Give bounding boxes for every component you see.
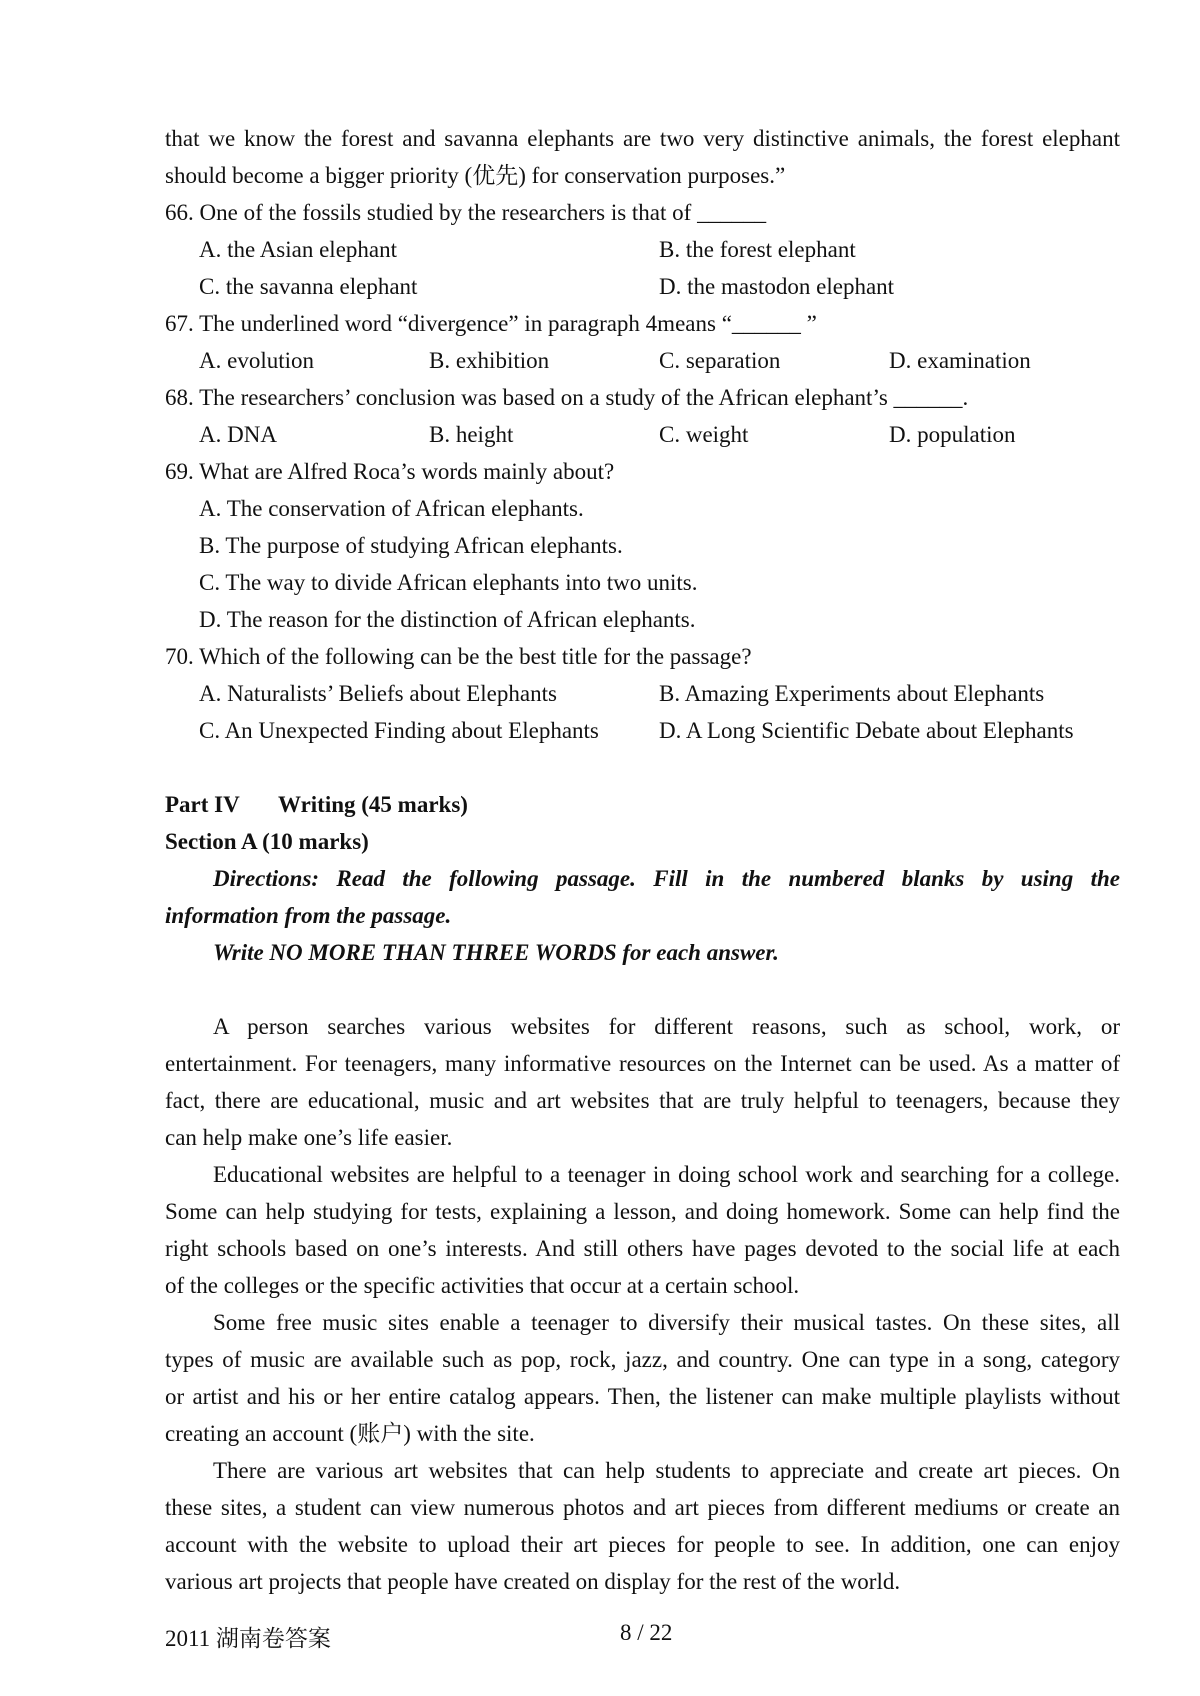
passage-paragraph [165,1008,1120,1156]
option-a: A. evolution [199,348,314,373]
option-a: A. DNA [199,422,277,447]
passage-line: creating an account (账户) with the site. [165,1421,535,1446]
passage-line: right schools based on one’s interests. And still others have pages devoted to the social life at each [165,1236,1120,1261]
option-a: A. the Asian elephant [199,237,398,262]
part-title: Writing (45 marks) [278,792,468,817]
intro-line: should become a bigger priority (优先) for conservation purposes.” [165,163,786,188]
passage-line: There are various art websites that can help students to appreciate and create art pieces. On [213,1458,1120,1483]
spacer [165,971,1120,1008]
passage-line: types of music are available such as pop, rock, jazz, and country. One can type in a song, category [165,1347,1120,1372]
option-c: C. The way to divide African elephants into two units. [199,570,698,595]
passage-line: A person searches various websites for different reasons, such as school, work, or [213,1014,1120,1039]
passage-paragraph [165,1156,1120,1304]
footer-title: 2011 湖南卷答案 [165,1626,331,1651]
passage-line: or artist and his or her entire catalog appears. Then, the listener can make multiple playlists without [165,1384,1120,1409]
question-66-options [165,268,1120,305]
option-d: D. examination [889,348,1031,373]
question-68-stem: 68. The researchers’ conclusion was based on a study of the African elephant’s ______. [165,385,969,410]
option-b: B. the forest elephant [659,237,856,262]
option-b: B. The purpose of studying African elephants. [199,533,623,558]
option-b: B. height [429,422,514,447]
passage-line: various art projects that people have created on display for the rest of the world. [165,1569,901,1594]
option-a: A. The conservation of African elephants. [199,496,584,521]
passage-line: Educational websites are helpful to a teenager in doing school work and searching for a college. [213,1162,1120,1187]
option-b: B. Amazing Experiments about Elephants [659,681,1045,706]
option-d: D. The reason for the distinction of African elephants. [199,607,696,632]
spacer [165,749,1120,786]
option-d: D. the mastodon elephant [659,274,895,299]
option-c: C. the savanna elephant [199,274,418,299]
page-content [165,120,1120,1600]
question-66-stem: 66. One of the fossils studied by the researchers is that of ______ [165,200,767,225]
passage-line: can help make one’s life easier. [165,1125,453,1150]
passage-line: fact, there are educational, music and art websites that are truly helpful to teenagers, because they [165,1088,1120,1113]
question-67-options [165,342,1120,379]
passage-line: Some can help studying for tests, explaining a lesson, and doing homework. Some can help find the [165,1199,1120,1224]
directions: information from the passage. [165,903,452,928]
option-b: B. exhibition [429,348,550,373]
option-c: C. separation [659,348,781,373]
page-number: 8 / 22 [620,1620,673,1645]
intro-line: that we know the forest and savanna elephants are two very distinctive animals, the forest elephant [165,126,1120,151]
question-70-options [165,712,1120,749]
passage-paragraph [165,1452,1120,1600]
part-heading [165,786,1120,823]
option-d: D. population [889,422,1016,447]
passage-line: Some free music sites enable a teenager to diversify their musical tastes. On these sites, all [213,1310,1120,1335]
option-d: D. A Long Scientific Debate about Elephants [659,718,1074,743]
passage-line: of the colleges or the specific activities that occur at a certain school. [165,1273,800,1298]
section-heading: Section A (10 marks) [165,829,369,854]
question-70-options [165,675,1120,712]
passage-line: these sites, a student can view numerous photos and art pieces from different mediums or create an [165,1495,1120,1520]
part-label: Part IV [165,792,240,817]
option-c: C. An Unexpected Finding about Elephants [199,718,599,743]
question-69-stem: 69. What are Alfred Roca’s words mainly about? [165,459,615,484]
option-a: A. Naturalists’ Beliefs about Elephants [199,681,557,706]
passage-line: account with the website to upload their art pieces for people to see. In addition, one can enjoy [165,1532,1120,1557]
directions-word-limit: Write NO MORE THAN THREE WORDS for each answer. [213,940,779,965]
directions: Directions: Read the following passage. Fill in the numbered blanks by using the [213,866,1120,891]
option-c: C. weight [659,422,749,447]
passage-paragraph [165,1304,1120,1452]
question-68-options [165,416,1120,453]
passage-line: entertainment. For teenagers, many informative resources on the Internet can be used. As a matter of [165,1051,1120,1076]
question-66-options [165,231,1120,268]
question-70-stem: 70. Which of the following can be the best title for the passage? [165,644,752,669]
question-67-stem: 67. The underlined word “divergence” in paragraph 4means “______ ” [165,311,817,336]
